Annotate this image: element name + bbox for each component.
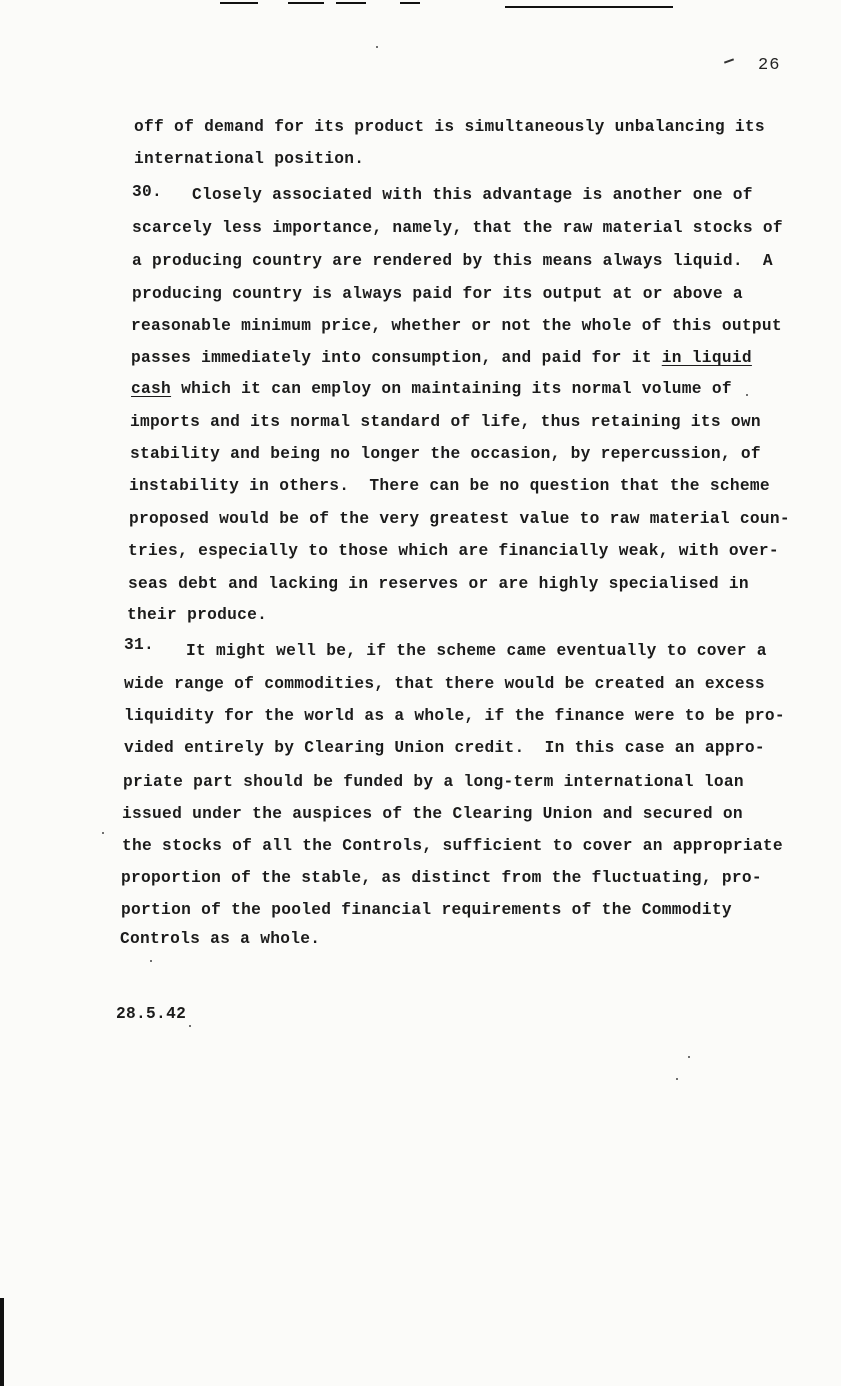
- scan-artifact-edge: [0, 1298, 4, 1386]
- scan-speck: [676, 1078, 678, 1080]
- text-line: producing country is always paid for its output at or above a: [132, 285, 743, 303]
- text-line: priate part should be funded by a long-term international loan: [123, 773, 744, 791]
- text-line: stability and being no longer the occasion, by repercussion, of: [130, 445, 761, 463]
- text-line: their produce.: [127, 606, 268, 624]
- text-line: portion of the pooled financial requirements of the Commodity: [121, 901, 732, 919]
- text-line: reasonable minimum price, whether or not the whole of this output: [131, 317, 782, 335]
- scan-artifact-rule: [220, 2, 258, 4]
- text-line: seas debt and lacking in reserves or are highly specialised in: [128, 575, 749, 593]
- text-line: proportion of the stable, as distinct from the fluctuating, pro-: [121, 869, 762, 887]
- scan-speck: [189, 1025, 191, 1027]
- scan-artifact-rule: [288, 2, 324, 4]
- text-line: Controls as a whole.: [120, 930, 321, 948]
- scan-artifact-rule: [336, 2, 366, 4]
- scan-artifact-rule: [505, 6, 673, 8]
- text-line: [131, 347, 752, 369]
- underlined-text: cash: [131, 380, 172, 398]
- scan-speck: [376, 46, 378, 48]
- paragraph-number: 30.: [132, 183, 163, 201]
- text-line: instability in others. There can be no question that the scheme: [129, 477, 770, 495]
- text-line: Closely associated with this advantage is another one of: [192, 186, 753, 204]
- pencil-mark: [724, 58, 734, 63]
- text-line: off of demand for its product is simultaneously unbalancing its: [134, 118, 765, 136]
- text-line: [131, 378, 732, 400]
- text-line: proposed would be of the very greatest value to raw material coun-: [129, 510, 790, 528]
- text-line: tries, especially to those which are financially weak, with over-: [128, 542, 779, 560]
- scan-speck: [746, 394, 748, 396]
- text-segment: which it can employ on maintaining its normal volume of: [181, 380, 732, 398]
- text-line: issued under the auspices of the Clearing Union and secured on: [122, 805, 743, 823]
- scan-speck: [150, 960, 152, 962]
- text-line: liquidity for the world as a whole, if the finance were to be pro-: [124, 707, 785, 725]
- scan-speck: [688, 1056, 690, 1058]
- text-line: It might well be, if the scheme came eventually to cover a: [186, 642, 767, 660]
- text-segment: passes immediately into consumption, and paid for it: [131, 349, 662, 367]
- text-line: vided entirely by Clearing Union credit. In this case an appro-: [124, 739, 765, 757]
- page-number: 26: [758, 56, 781, 75]
- text-line: a producing country are rendered by this means always liquid. A: [132, 252, 773, 270]
- text-line: scarcely less importance, namely, that the raw material stocks of: [132, 219, 783, 237]
- underlined-text: in liquid: [661, 349, 752, 367]
- paragraph-number: 31.: [124, 636, 155, 654]
- scan-speck: [102, 832, 104, 834]
- text-line: international position.: [134, 150, 365, 168]
- text-line: imports and its normal standard of life, thus retaining its own: [130, 413, 761, 431]
- document-date: 28.5.42: [116, 1005, 187, 1023]
- text-line: the stocks of all the Controls, sufficient to cover an appropriate: [122, 837, 783, 855]
- scan-artifact-rule: [400, 2, 420, 4]
- text-line: wide range of commodities, that there would be created an excess: [124, 675, 765, 693]
